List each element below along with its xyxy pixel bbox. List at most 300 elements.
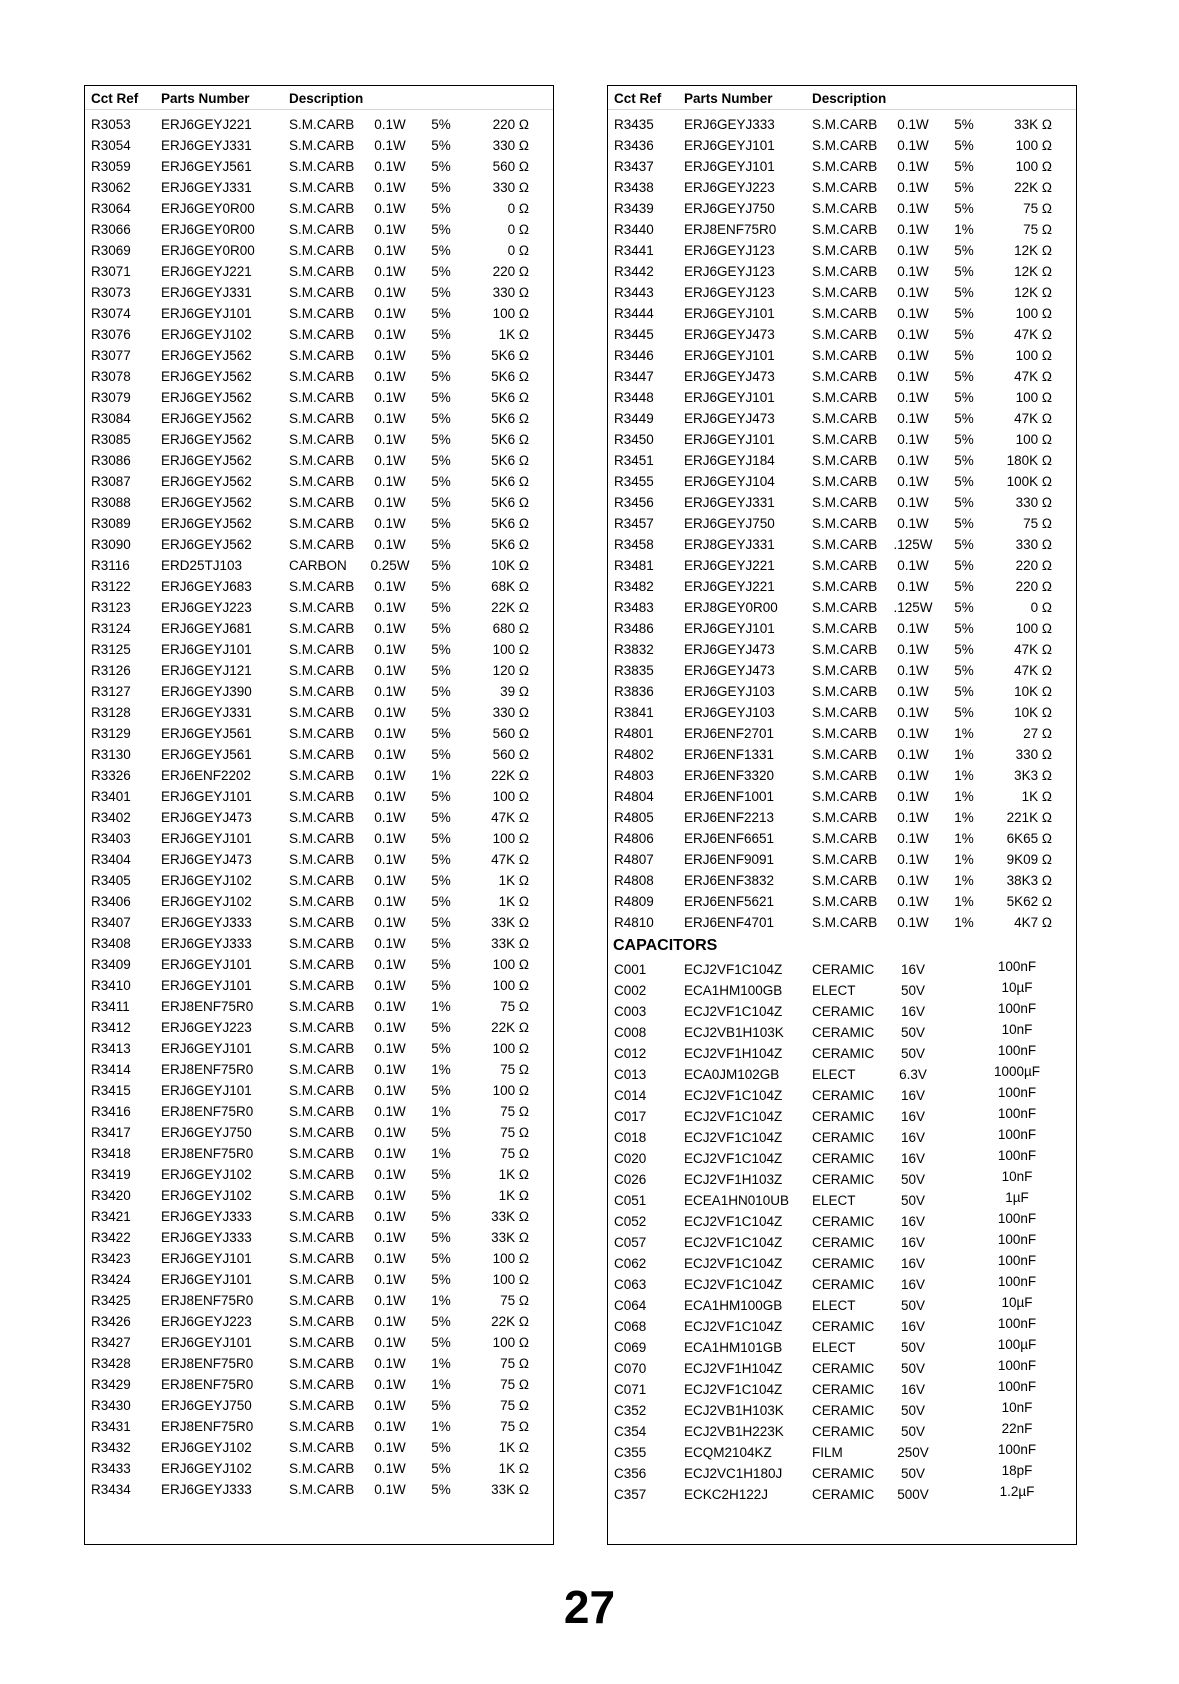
tolerance-cell: 5% <box>431 600 451 615</box>
parts-number-cell: ERJ6GEY0R00 <box>161 201 255 216</box>
cct-ref-cell: R3444 <box>614 306 654 321</box>
description-cell: CERAMIC <box>812 1277 875 1292</box>
cct-ref-cell: R3483 <box>614 600 654 615</box>
parts-number-cell: ECJ2VF1H104Z <box>684 1361 783 1376</box>
value-cell: 22K Ω <box>491 1020 529 1035</box>
tolerance-cell: 5% <box>431 201 451 216</box>
description-cell: S.M.CARB <box>289 747 355 762</box>
voltage-cell: 50V <box>900 1424 926 1439</box>
value-cell: 68K Ω <box>491 579 529 594</box>
cct-ref-cell: R3124 <box>91 621 131 636</box>
tolerance-cell: 5% <box>431 1167 451 1182</box>
cct-ref-cell: R3432 <box>91 1440 131 1455</box>
cct-ref-cell: R3064 <box>91 201 131 216</box>
table-row <box>85 1185 553 1206</box>
table-row <box>85 576 553 597</box>
value-cell: 4K7 Ω <box>1014 915 1052 930</box>
value-cell: 10µF <box>1001 1295 1033 1310</box>
cct-ref-cell: R3122 <box>91 579 131 594</box>
parts-number-cell: ERJ6ENF4701 <box>684 915 775 930</box>
wattage-cell: 0.1W <box>374 222 406 237</box>
table-row <box>85 1059 553 1080</box>
description-cell: S.M.CARB <box>289 348 355 363</box>
table-row <box>85 1017 553 1038</box>
value-cell: 220 Ω <box>1015 558 1052 573</box>
voltage-cell: 50V <box>900 1298 926 1313</box>
value-cell: 10K Ω <box>491 558 529 573</box>
cct-ref-cell: R3062 <box>91 180 131 195</box>
tolerance-cell: 5% <box>954 180 974 195</box>
description-cell: CERAMIC <box>812 1382 875 1397</box>
value-cell: 10K Ω <box>1014 684 1052 699</box>
cct-ref-cell: R3836 <box>614 684 654 699</box>
tolerance-cell: 1% <box>431 1377 451 1392</box>
wattage-cell: 0.1W <box>897 915 929 930</box>
cct-ref-cell: C051 <box>614 1193 647 1208</box>
table-row <box>85 1164 553 1185</box>
table-row <box>85 1353 553 1374</box>
table-row <box>608 219 1076 240</box>
value-cell: 12K Ω <box>1014 264 1052 279</box>
description-cell: ELECT <box>812 1298 856 1313</box>
description-cell: S.M.CARB <box>289 1062 355 1077</box>
tolerance-cell: 5% <box>954 306 974 321</box>
parts-number-cell: ERJ6GEYJ101 <box>161 789 252 804</box>
tolerance-cell: 5% <box>431 159 451 174</box>
cct-ref-cell: R3423 <box>91 1251 131 1266</box>
description-cell: CERAMIC <box>812 1235 875 1250</box>
header-description: Description <box>289 91 364 106</box>
table-row <box>85 1038 553 1059</box>
voltage-cell: 16V <box>900 1319 926 1334</box>
wattage-cell: 0.1W <box>374 453 406 468</box>
wattage-cell: 0.1W <box>374 999 406 1014</box>
parts-number-cell: ERJ6GEYJ681 <box>161 621 252 636</box>
parts-number-cell: ERJ6GEYJ123 <box>684 264 775 279</box>
cct-ref-cell: R3401 <box>91 789 131 804</box>
tolerance-cell: 5% <box>431 1251 451 1266</box>
table-row <box>608 828 1076 849</box>
value-cell: 33K Ω <box>491 936 529 951</box>
table-row <box>608 471 1076 492</box>
tolerance-cell: 5% <box>954 684 974 699</box>
cct-ref-cell: R3087 <box>91 474 131 489</box>
table-row <box>85 114 553 135</box>
description-cell: S.M.CARB <box>812 159 878 174</box>
description-cell: S.M.CARB <box>812 831 878 846</box>
cct-ref-cell: R3074 <box>91 306 131 321</box>
tolerance-cell: 5% <box>431 978 451 993</box>
table-row <box>608 1043 1076 1064</box>
table-row <box>608 114 1076 135</box>
parts-number-cell: ECJ2VF1C104Z <box>684 1151 783 1166</box>
wattage-cell: 0.1W <box>374 1251 406 1266</box>
table-row <box>85 555 553 576</box>
value-cell: 330 Ω <box>1015 537 1052 552</box>
description-cell: S.M.CARB <box>289 1251 355 1266</box>
capacitor-rows <box>608 959 1076 1505</box>
description-cell: S.M.CARB <box>289 264 355 279</box>
parts-number-cell: ERJ6GEYJ562 <box>161 369 252 384</box>
tolerance-cell: 5% <box>431 1188 451 1203</box>
cct-ref-cell: C356 <box>614 1466 647 1481</box>
wattage-cell: 0.1W <box>374 1398 406 1413</box>
description-cell: S.M.CARB <box>289 1020 355 1035</box>
cct-ref-cell: C003 <box>614 1004 647 1019</box>
table-row <box>608 240 1076 261</box>
description-cell: S.M.CARB <box>289 978 355 993</box>
table-row <box>608 1064 1076 1085</box>
description-cell: S.M.CARB <box>289 117 355 132</box>
value-cell: 220 Ω <box>492 117 529 132</box>
value-cell: 100nF <box>997 1001 1037 1016</box>
voltage-cell: 50V <box>900 1193 926 1208</box>
table-row <box>85 240 553 261</box>
description-cell: S.M.CARB <box>289 1377 355 1392</box>
description-cell: S.M.CARB <box>812 747 878 762</box>
value-cell: 5K6 Ω <box>491 411 529 426</box>
cct-ref-cell: R3405 <box>91 873 131 888</box>
tolerance-cell: 5% <box>954 537 974 552</box>
value-cell: 33K Ω <box>491 1482 529 1497</box>
table-row <box>85 156 553 177</box>
wattage-cell: 0.1W <box>374 852 406 867</box>
description-cell: S.M.CARB <box>812 810 878 825</box>
parts-number-cell: ERJ8GEY0R00 <box>684 600 778 615</box>
tolerance-cell: 5% <box>954 159 974 174</box>
table-row <box>85 891 553 912</box>
wattage-cell: 0.1W <box>374 600 406 615</box>
cct-ref-cell: C062 <box>614 1256 647 1271</box>
tolerance-cell: 5% <box>431 537 451 552</box>
value-cell: 100 Ω <box>1015 621 1052 636</box>
wattage-cell: 0.1W <box>897 285 929 300</box>
description-cell: S.M.CARB <box>289 411 355 426</box>
cct-ref-cell: R4810 <box>614 915 654 930</box>
parts-number-cell: ERJ6GEYJ750 <box>161 1125 252 1140</box>
value-cell: 100nF <box>997 1148 1037 1163</box>
description-cell: S.M.CARB <box>812 789 878 804</box>
value-cell: 100nF <box>997 1085 1037 1100</box>
table-row <box>608 177 1076 198</box>
parts-number-cell: ERJ6GEYJ223 <box>161 1314 252 1329</box>
table-row <box>608 576 1076 597</box>
cct-ref-cell: C070 <box>614 1361 647 1376</box>
table-row <box>85 807 553 828</box>
parts-number-cell: ERJ6GEYJ562 <box>161 390 252 405</box>
wattage-cell: 0.1W <box>374 642 406 657</box>
value-cell: 75 Ω <box>1023 222 1052 237</box>
voltage-cell: 50V <box>900 983 926 998</box>
value-cell: 100 Ω <box>492 306 529 321</box>
table-row <box>608 660 1076 681</box>
cct-ref-cell: R3486 <box>614 621 654 636</box>
description-cell: CARBON <box>289 558 347 573</box>
table-row <box>608 1211 1076 1232</box>
cct-ref-cell: C071 <box>614 1382 647 1397</box>
value-cell: 33K Ω <box>491 1230 529 1245</box>
table-row <box>85 135 553 156</box>
wattage-cell: 0.1W <box>374 894 406 909</box>
wattage-cell: 0.1W <box>374 474 406 489</box>
table-row <box>608 135 1076 156</box>
value-cell: 100 Ω <box>492 1251 529 1266</box>
value-cell: 1K Ω <box>498 894 529 909</box>
tolerance-cell: 5% <box>431 915 451 930</box>
parts-number-cell: ECJ2VB1H103K <box>684 1025 784 1040</box>
value-cell: 100nF <box>997 959 1037 974</box>
parts-number-cell: ERJ6GEYJ101 <box>161 1335 252 1350</box>
value-cell: 75 Ω <box>500 1062 529 1077</box>
tolerance-cell: 1% <box>954 894 974 909</box>
parts-number-cell: ERJ6GEYJ333 <box>161 1230 252 1245</box>
tolerance-cell: 5% <box>431 726 451 741</box>
tolerance-cell: 5% <box>954 558 974 573</box>
cct-ref-cell: R3126 <box>91 663 131 678</box>
value-cell: 47K Ω <box>491 852 529 867</box>
value-cell: 100 Ω <box>1015 432 1052 447</box>
tolerance-cell: 5% <box>954 348 974 363</box>
tolerance-cell: 5% <box>954 579 974 594</box>
parts-number-cell: ECEA1HN010UB <box>684 1193 790 1208</box>
table-row <box>85 429 553 450</box>
value-cell: 330 Ω <box>492 138 529 153</box>
parts-number-cell: ERJ6GEYJ333 <box>684 117 775 132</box>
description-cell: CERAMIC <box>812 1256 875 1271</box>
tolerance-cell: 5% <box>431 180 451 195</box>
tolerance-cell: 1% <box>954 852 974 867</box>
cct-ref-cell: C352 <box>614 1403 647 1418</box>
value-cell: 1K Ω <box>498 1167 529 1182</box>
parts-number-cell: ERJ6GEYJ101 <box>161 1272 252 1287</box>
cct-ref-cell: R3437 <box>614 159 654 174</box>
tolerance-cell: 5% <box>431 474 451 489</box>
description-cell: CERAMIC <box>812 1151 875 1166</box>
parts-number-cell: ERJ6GEYJ101 <box>684 348 775 363</box>
value-cell: 33K Ω <box>491 1209 529 1224</box>
value-cell: 22K Ω <box>491 768 529 783</box>
description-cell: ELECT <box>812 1193 856 1208</box>
parts-number-cell: ERJ6GEYJ101 <box>684 159 775 174</box>
voltage-cell: 50V <box>900 1340 926 1355</box>
wattage-cell: 0.1W <box>374 1335 406 1350</box>
value-cell: 100 Ω <box>492 831 529 846</box>
voltage-cell: 16V <box>900 1214 926 1229</box>
table-row <box>85 597 553 618</box>
tolerance-cell: 5% <box>954 495 974 510</box>
description-cell: S.M.CARB <box>812 390 878 405</box>
wattage-cell: 0.1W <box>897 348 929 363</box>
parts-number-cell: ECJ2VF1C104Z <box>684 962 783 977</box>
wattage-cell: 0.1W <box>374 243 406 258</box>
wattage-cell: 0.1W <box>374 369 406 384</box>
tolerance-cell: 1% <box>954 810 974 825</box>
value-cell: 5K6 Ω <box>491 495 529 510</box>
table-row <box>608 1085 1076 1106</box>
parts-number-cell: ERJ6GEYJ221 <box>161 264 252 279</box>
cct-ref-cell: C064 <box>614 1298 647 1313</box>
value-cell: 38K3 Ω <box>1006 873 1052 888</box>
parts-number-cell: ERJ6GEYJ562 <box>161 348 252 363</box>
cct-ref-cell: R3427 <box>91 1335 131 1350</box>
tolerance-cell: 5% <box>431 621 451 636</box>
wattage-cell: 0.1W <box>897 789 929 804</box>
table-row <box>608 450 1076 471</box>
cct-ref-cell: R3425 <box>91 1293 131 1308</box>
parts-number-cell: ERJ6GEYJ473 <box>161 852 252 867</box>
table-row <box>85 1332 553 1353</box>
voltage-cell: 16V <box>900 1004 926 1019</box>
description-cell: S.M.CARB <box>289 684 355 699</box>
tolerance-cell: 1% <box>954 789 974 804</box>
parts-number-cell: ERJ6ENF2213 <box>684 810 775 825</box>
value-cell: 100K Ω <box>1006 474 1052 489</box>
parts-number-cell: ERJ6GEYJ101 <box>684 390 775 405</box>
table-row <box>608 681 1076 702</box>
cct-ref-cell: C012 <box>614 1046 647 1061</box>
parts-number-cell: ERJ6GEYJ473 <box>684 411 775 426</box>
cct-ref-cell: C063 <box>614 1277 647 1292</box>
wattage-cell: 0.1W <box>897 159 929 174</box>
table-row <box>85 828 553 849</box>
value-cell: 22K Ω <box>491 600 529 615</box>
value-cell: 180K Ω <box>1006 453 1052 468</box>
parts-number-cell: ERJ6GEYJ123 <box>684 285 775 300</box>
cct-ref-cell: R3127 <box>91 684 131 699</box>
tolerance-cell: 5% <box>431 873 451 888</box>
table-row <box>85 786 553 807</box>
parts-table-left <box>84 85 554 1545</box>
value-cell: 100 Ω <box>492 1041 529 1056</box>
value-cell: 5K6 Ω <box>491 474 529 489</box>
description-cell: S.M.CARB <box>289 1356 355 1371</box>
cct-ref-cell: R3073 <box>91 285 131 300</box>
parts-number-cell: ECJ2VF1C104Z <box>684 1214 783 1229</box>
cct-ref-cell: R3086 <box>91 453 131 468</box>
value-cell: 1K Ω <box>498 1440 529 1455</box>
parts-number-cell: ERJ8ENF75R0 <box>161 1377 254 1392</box>
wattage-cell: 0.1W <box>374 285 406 300</box>
tolerance-cell: 5% <box>431 1314 451 1329</box>
description-cell: S.M.CARB <box>812 369 878 384</box>
description-cell: S.M.CARB <box>289 999 355 1014</box>
table-row <box>85 702 553 723</box>
table-row <box>85 723 553 744</box>
value-cell: 27 Ω <box>1023 726 1052 741</box>
tolerance-cell: 5% <box>954 705 974 720</box>
table-row <box>608 723 1076 744</box>
tolerance-cell: 5% <box>954 201 974 216</box>
tolerance-cell: 5% <box>431 390 451 405</box>
voltage-cell: 50V <box>900 1172 926 1187</box>
value-cell: 1K Ω <box>498 327 529 342</box>
tolerance-cell: 5% <box>431 138 451 153</box>
table-row <box>608 492 1076 513</box>
parts-number-cell: ERJ6GEYJ331 <box>161 138 252 153</box>
description-cell: S.M.CARB <box>289 432 355 447</box>
cct-ref-cell: R3446 <box>614 348 654 363</box>
value-cell: 330 Ω <box>492 705 529 720</box>
tolerance-cell: 5% <box>954 117 974 132</box>
parts-number-cell: ERJ6GEYJ223 <box>684 180 775 195</box>
wattage-cell: 0.1W <box>374 1440 406 1455</box>
tolerance-cell: 5% <box>431 243 451 258</box>
parts-number-cell: ERJ6ENF3320 <box>684 768 775 783</box>
description-cell: S.M.CARB <box>289 915 355 930</box>
parts-number-cell: ERJ6GEYJ102 <box>161 873 252 888</box>
value-cell: 10nF <box>1001 1400 1033 1415</box>
tolerance-cell: 5% <box>431 453 451 468</box>
tolerance-cell: 5% <box>431 1209 451 1224</box>
wattage-cell: 0.1W <box>374 1209 406 1224</box>
parts-number-cell: ERJ6GEYJ101 <box>161 306 252 321</box>
description-cell: S.M.CARB <box>289 495 355 510</box>
cct-ref-cell: R4802 <box>614 747 654 762</box>
cct-ref-cell: C013 <box>614 1067 647 1082</box>
table-row <box>608 1463 1076 1484</box>
description-cell: S.M.CARB <box>289 201 355 216</box>
description-cell: S.M.CARB <box>289 663 355 678</box>
parts-number-cell: ERJ6GEYJ333 <box>161 936 252 951</box>
tolerance-cell: 5% <box>431 642 451 657</box>
table-row <box>85 744 553 765</box>
cct-ref-cell: R3435 <box>614 117 654 132</box>
description-cell: S.M.CARB <box>812 453 878 468</box>
cct-ref-cell: R3402 <box>91 810 131 825</box>
table-row <box>85 471 553 492</box>
wattage-cell: 0.1W <box>374 138 406 153</box>
tolerance-cell: 1% <box>431 1356 451 1371</box>
description-cell: S.M.CARB <box>289 1482 355 1497</box>
table-row <box>85 408 553 429</box>
value-cell: 100 Ω <box>1015 390 1052 405</box>
value-cell: 75 Ω <box>1023 516 1052 531</box>
tolerance-cell: 1% <box>431 1293 451 1308</box>
tolerance-cell: 1% <box>954 222 974 237</box>
wattage-cell: 0.1W <box>374 537 406 552</box>
wattage-cell: 0.1W <box>374 789 406 804</box>
cct-ref-cell: R3841 <box>614 705 654 720</box>
table-row <box>85 1080 553 1101</box>
cct-ref-cell: R3408 <box>91 936 131 951</box>
cct-ref-cell: R3414 <box>91 1062 131 1077</box>
wattage-cell: 0.1W <box>374 705 406 720</box>
table-row <box>608 807 1076 828</box>
cct-ref-cell: R3458 <box>614 537 654 552</box>
value-cell: 120 Ω <box>492 663 529 678</box>
tolerance-cell: 1% <box>431 1419 451 1434</box>
description-cell: ELECT <box>812 1340 856 1355</box>
wattage-cell: 0.1W <box>374 684 406 699</box>
description-cell: S.M.CARB <box>812 222 878 237</box>
value-cell: 5K6 Ω <box>491 369 529 384</box>
description-cell: S.M.CARB <box>289 327 355 342</box>
table-row <box>608 1127 1076 1148</box>
wattage-cell: 0.1W <box>374 915 406 930</box>
description-cell: CERAMIC <box>812 1361 875 1376</box>
wattage-cell: 0.1W <box>374 201 406 216</box>
resistor-rows-left <box>85 110 553 1500</box>
wattage-cell: 0.1W <box>897 810 929 825</box>
tolerance-cell: 5% <box>431 957 451 972</box>
description-cell: S.M.CARB <box>812 495 878 510</box>
description-cell: S.M.CARB <box>289 1041 355 1056</box>
value-cell: 33K Ω <box>491 915 529 930</box>
tolerance-cell: 5% <box>954 516 974 531</box>
table-row <box>608 303 1076 324</box>
value-cell: 100 Ω <box>1015 159 1052 174</box>
cct-ref-cell: R3415 <box>91 1083 131 1098</box>
